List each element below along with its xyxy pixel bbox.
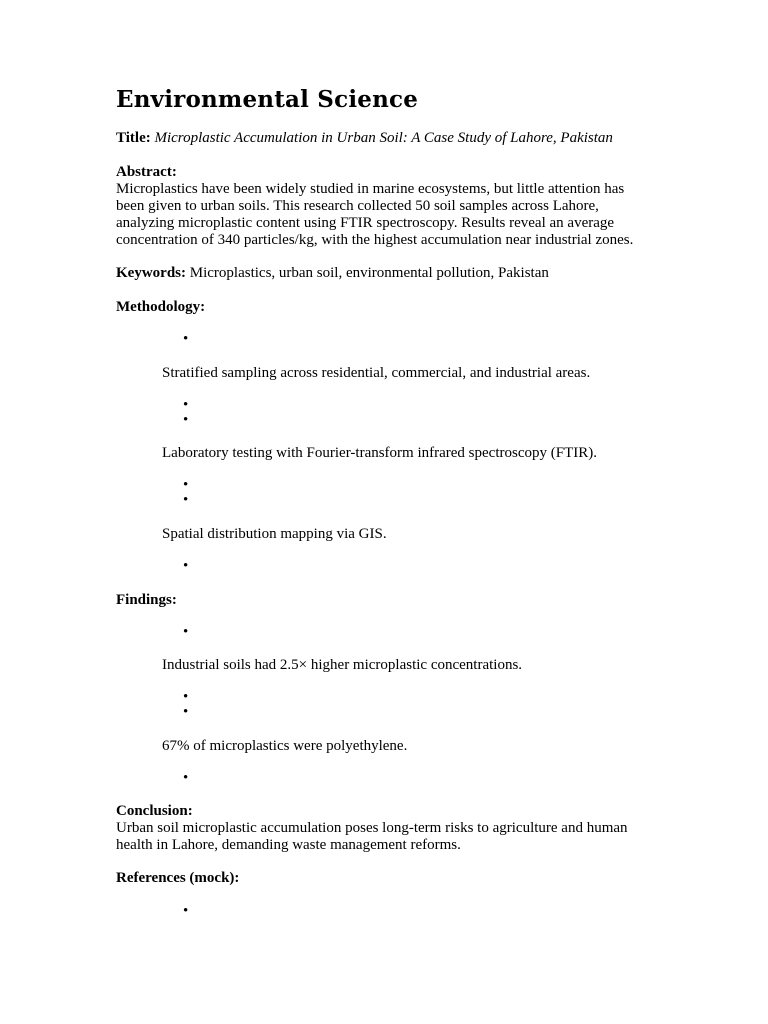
title-line xyxy=(116,130,613,147)
conclusion-line: Urban soil microplastic accumulation poses long-term risks to agriculture and human xyxy=(116,820,628,836)
references-label: References (mock): xyxy=(116,870,240,886)
bullet-marker: • xyxy=(183,331,189,347)
bullet-marker: • xyxy=(183,397,189,413)
bullet-marker: • xyxy=(183,492,189,508)
bullet-marker: • xyxy=(183,903,189,919)
abstract-line: analyzing microplastic content using FTIR spectroscopy. Results reveal an average xyxy=(116,215,615,231)
abstract-line: Microplastics have been widely studied in marine ecosystems, but little attention has xyxy=(116,181,625,197)
abstract-line: concentration of 340 particles/kg, with the highest accumulation near industrial zones. xyxy=(116,232,634,248)
findings-item: Industrial soils had 2.5× higher microplastic concentrations. xyxy=(162,657,523,673)
title-text: Microplastic Accumulation in Urban Soil: A Case Study of Lahore, Pakistan xyxy=(154,130,613,146)
conclusion-label: Conclusion: xyxy=(116,803,193,819)
keywords-line xyxy=(116,265,549,282)
conclusion-line: health in Lahore, demanding waste management reforms. xyxy=(116,837,461,853)
findings-label: Findings: xyxy=(116,592,177,608)
methodology-label: Methodology: xyxy=(116,299,206,315)
page-heading: Environmental Science xyxy=(116,86,419,113)
bullet-marker: • xyxy=(183,704,189,720)
methodology-item: Laboratory testing with Fourier-transform infrared spectroscopy (FTIR). xyxy=(162,445,597,461)
bullet-marker: • xyxy=(183,558,189,574)
bullet-marker: • xyxy=(183,689,189,705)
bullet-marker: • xyxy=(183,477,189,493)
bullet-marker: • xyxy=(183,624,189,640)
abstract-label: Abstract: xyxy=(116,164,177,180)
methodology-item: Stratified sampling across residential, commercial, and industrial areas. xyxy=(162,365,591,381)
title-label: Title: xyxy=(116,130,151,146)
methodology-item: Spatial distribution mapping via GIS. xyxy=(162,526,387,542)
bullet-marker: • xyxy=(183,412,189,428)
keywords-label: Keywords: xyxy=(116,265,186,281)
bullet-marker: • xyxy=(183,770,189,786)
keywords-text: Microplastics, urban soil, environmental pollution, Pakistan xyxy=(189,265,549,281)
findings-item: 67% of microplastics were polyethylene. xyxy=(162,738,408,754)
abstract-line: been given to urban soils. This research collected 50 soil samples across Lahore, xyxy=(116,198,599,214)
